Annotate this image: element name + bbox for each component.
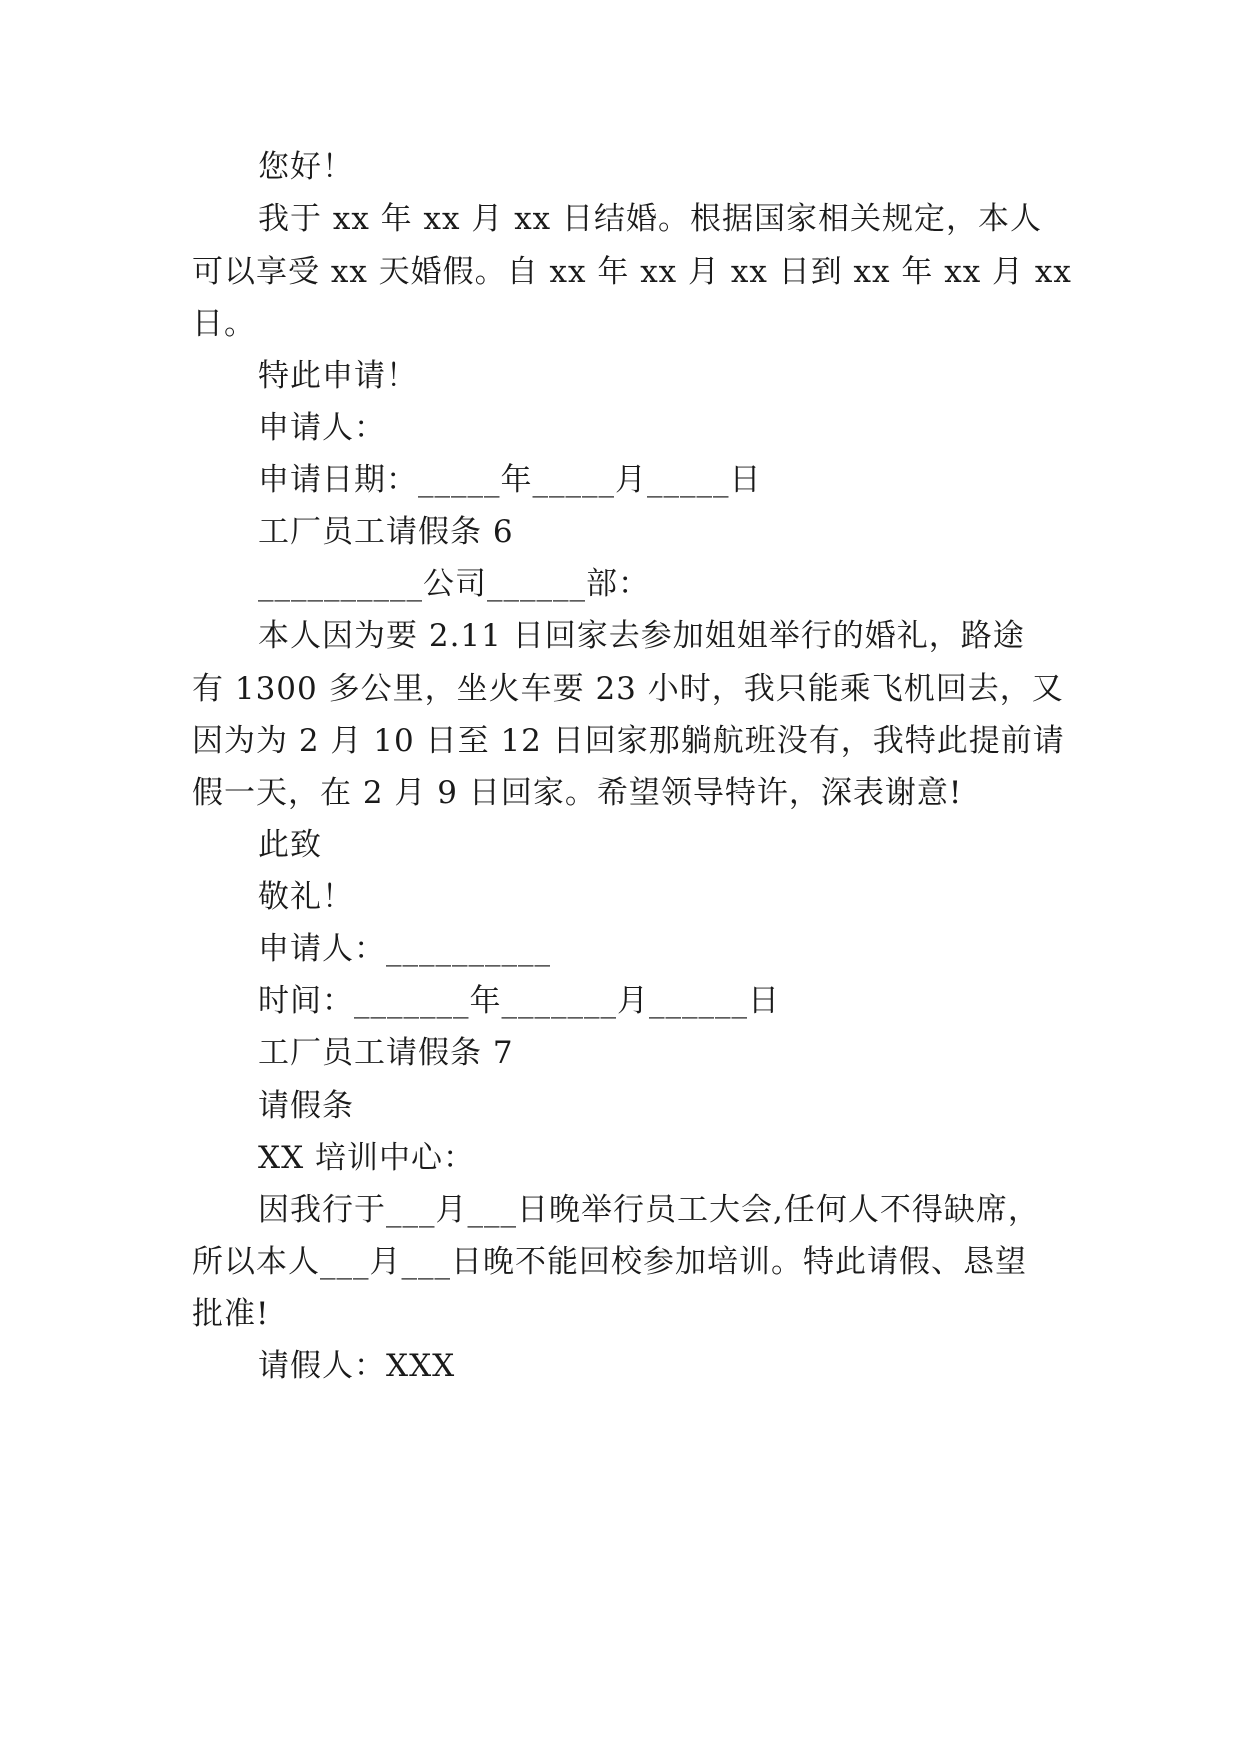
paragraph-line: 因为为 2 月 10 日至 12 日回家那躺航班没有，我特此提前请 [192,723,1065,759]
paragraph-line: 本人因为要 2.11 日回家去参加姐姐举行的婚礼，路途 [258,618,1025,654]
paragraph-line: 日。 [192,306,256,342]
paragraph-line: 因我行于___月___日晚举行员工大会,任何人不得缺席， [258,1192,1040,1228]
paragraph-line: 所以本人___月___日晚不能回校参加培训。特此请假、恳望 [192,1244,1027,1280]
greeting-line: 您好！ [258,149,354,185]
addressee-line: __________公司______部： [258,566,650,602]
applicant-line: 请假人：XXX [258,1348,456,1384]
closing-line: 敬礼！ [258,879,354,915]
paragraph-line: 可以享受 xx 天婚假。自 xx 年 xx 月 xx 日到 xx 年 xx 月 xx [192,254,1072,290]
date-line: 时间：_______年_______月______日 [258,983,780,1019]
addressee-line: XX 培训中心： [258,1140,475,1176]
date-line: 申请日期：_____年_____月_____日 [258,462,762,498]
applicant-line: 申请人：__________ [258,931,551,967]
closing-line: 此致 [258,827,322,863]
applicant-line: 申请人： [258,410,386,446]
paragraph-line: 我于 xx 年 xx 月 xx 日结婚。根据国家相关规定，本人 [258,201,1043,237]
closing-line: 特此申请！ [258,358,418,394]
paragraph-line: 有 1300 多公里，坐火车要 23 小时，我只能乘飞机回去，又 [192,671,1064,707]
paragraph-line: 假一天，在 2 月 9 日回家。希望领导特许，深表谢意! [192,775,963,811]
paragraph-line: 批准! [192,1296,270,1332]
section-title: 工厂员工请假条 6 [258,514,514,550]
section-title: 工厂员工请假条 7 [258,1035,514,1071]
form-title: 请假条 [258,1088,354,1124]
